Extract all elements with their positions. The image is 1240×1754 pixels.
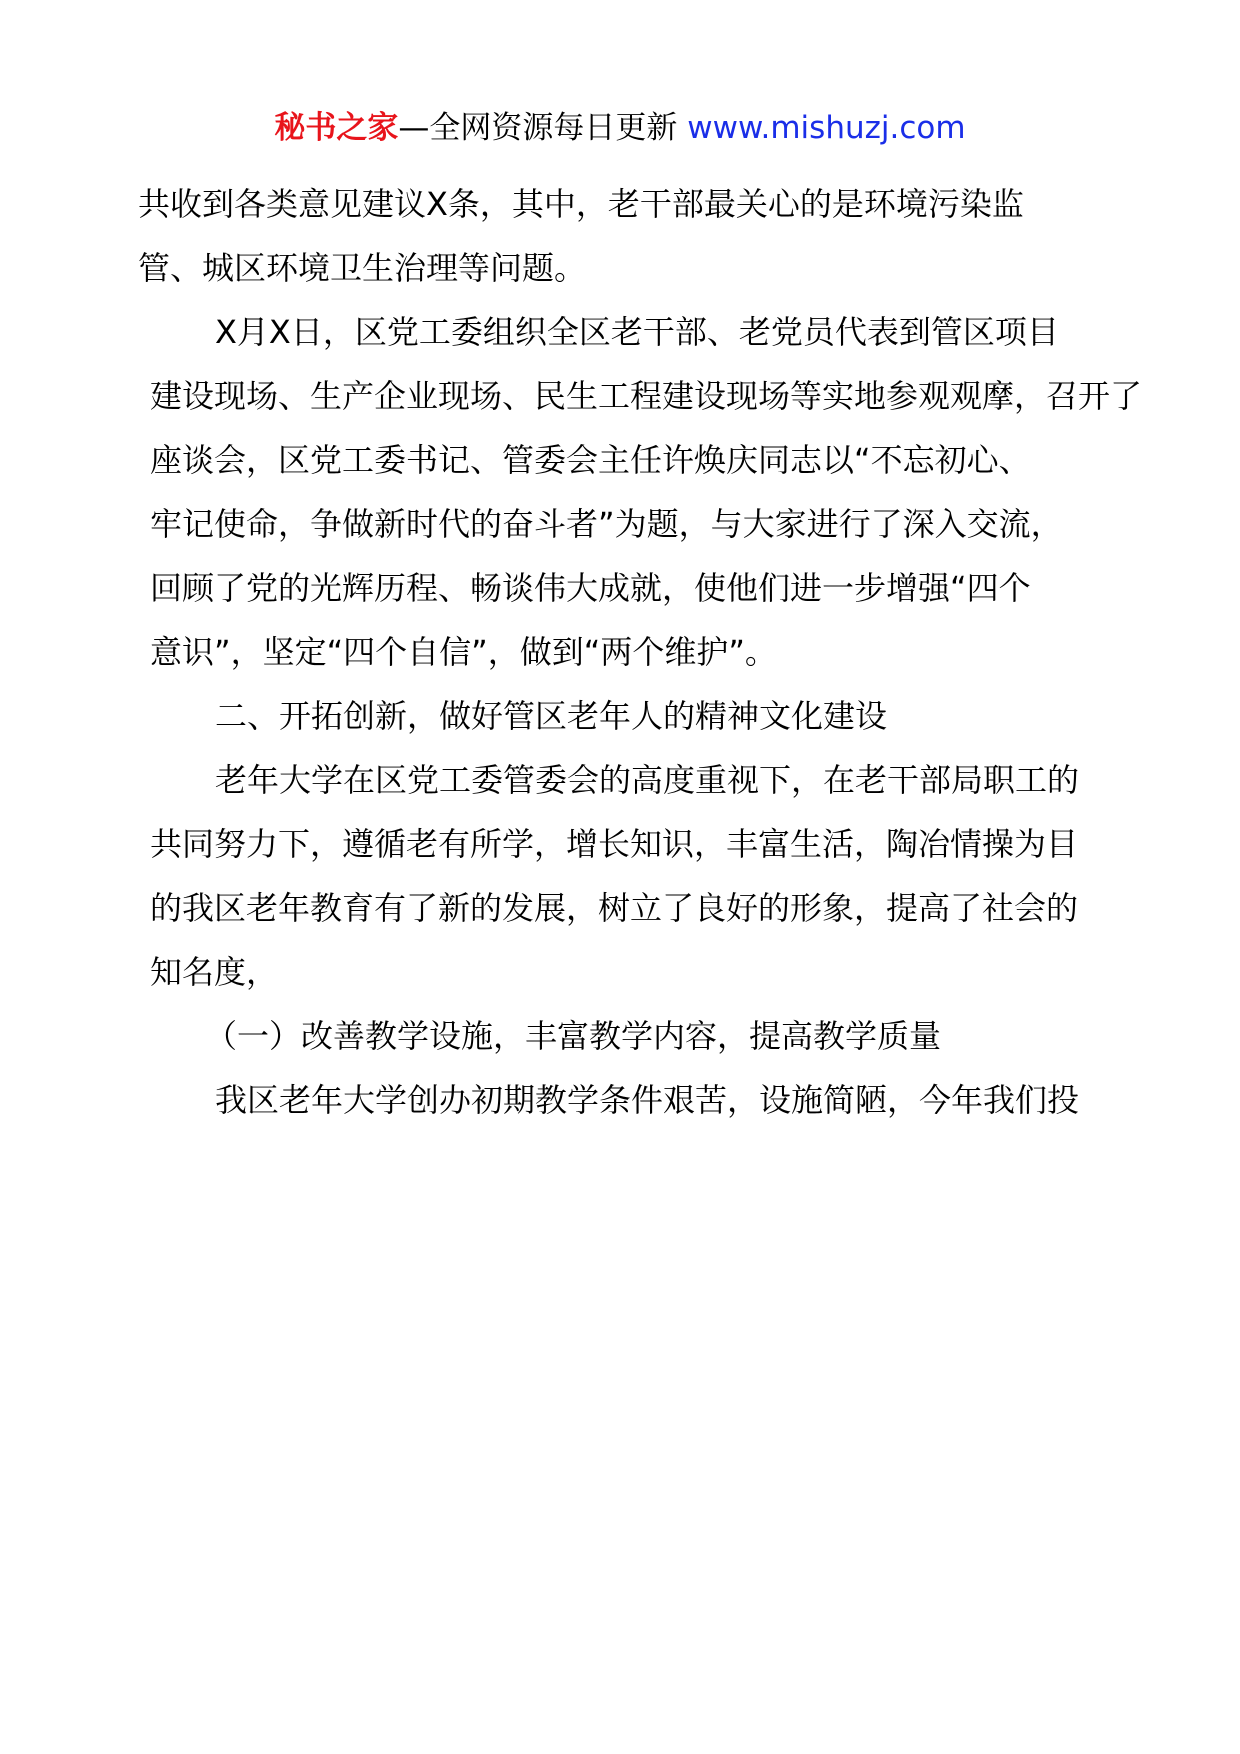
text-line: 座谈会，区党工委书记、管委会主任许焕庆同志以“不忘初心、 — [150, 441, 1031, 479]
text-line: 牢记使命，争做新时代的奋斗者”为题，与大家进行了深入交流， — [150, 505, 1063, 543]
text-line: 回顾了党的光辉历程、畅谈伟大成就，使他们进一步增强“四个 — [150, 569, 1031, 607]
document-body — [138, 172, 1143, 1132]
section-heading: 二、开拓创新，做好管区老年人的精神文化建设 — [215, 697, 888, 735]
text-line: 共同努力下，遵循老有所学，增长知识，丰富生活，陶冶情操为目 — [150, 825, 1079, 863]
text-line: 意识”，坚定“四个自信”，做到“两个维护”。 — [150, 633, 777, 671]
header-brand: 秘书之家 — [274, 110, 399, 146]
subsection-heading: （一）改善教学设施，丰富教学内容，提高教学质量 — [205, 1017, 942, 1055]
text-line: 共收到各类意见建议X条，其中，老干部最关心的是环境污染监 — [138, 185, 1024, 223]
text-line: 知名度， — [150, 953, 279, 991]
paragraph-first-line: 我区老年大学创办初期教学条件艰苦，设施简陋，今年我们投 — [215, 1081, 1080, 1119]
paragraph-first-line: 老年大学在区党工委管委会的高度重视下，在老干部局职工的 — [215, 761, 1080, 799]
paragraph-first-line: X月X日，区党工委组织全区老干部、老党员代表到管区项目 — [215, 313, 1059, 351]
header-url-link[interactable]: www.mishuzj.com — [687, 110, 966, 146]
text-line: 的我区老年教育有了新的发展，树立了良好的形象，提高了社会的 — [150, 889, 1079, 927]
header-tagline: —全网资源每日更新 — [398, 110, 688, 146]
text-line: 建设现场、生产企业现场、民生工程建设现场等实地参观观摩，召开了 — [150, 377, 1143, 415]
page-header — [0, 106, 1240, 150]
text-line: 管、城区环境卫生治理等问题。 — [138, 249, 587, 287]
